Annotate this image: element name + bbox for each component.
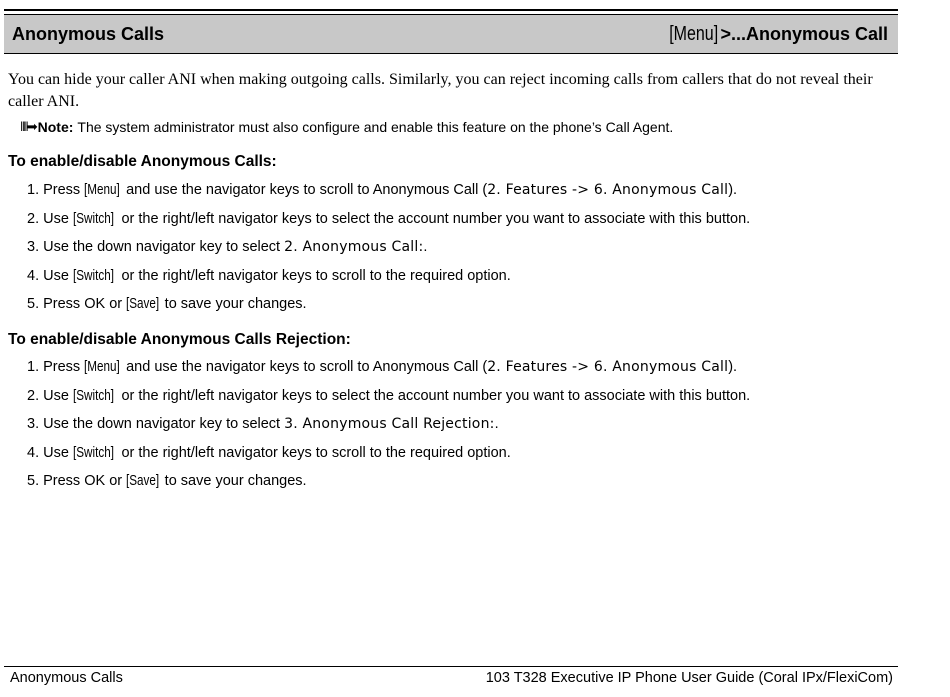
step-text: or the right/left navigator keys to scroll to the required option. xyxy=(117,444,511,461)
list-item xyxy=(27,267,750,296)
list-item xyxy=(27,210,750,239)
steps-list-anonymous-calls xyxy=(27,181,750,324)
list-item xyxy=(27,181,750,210)
menu-path-text: 3. Anonymous Call Rejection: xyxy=(284,416,495,432)
step-text: to save your changes. xyxy=(160,473,307,489)
top-rule xyxy=(4,9,898,11)
page-title: Anonymous Calls xyxy=(12,23,165,44)
list-item xyxy=(27,387,750,416)
menu-path-text: 2. Features -> 6. Anonymous Call xyxy=(487,182,729,198)
list-item xyxy=(27,472,750,501)
list-item xyxy=(27,358,750,387)
menu-path xyxy=(657,23,888,46)
intro-paragraph: You can hide your caller ANI when making outgoing calls. Similarly, you can reject incoming calls from callers that do not reveal their caller ANI. xyxy=(8,71,873,110)
step-text: or the right/left navigator keys to select the account number you want to associate with this button. xyxy=(117,210,751,227)
step-text: ). xyxy=(728,182,738,198)
list-item xyxy=(27,415,750,444)
list-item xyxy=(27,238,750,267)
footer-section-title: Anonymous Calls xyxy=(10,670,123,686)
menu-path-rest: >...Anonymous Call xyxy=(720,23,888,44)
step-text: . xyxy=(494,416,499,432)
key-label: [Switch] xyxy=(72,209,114,227)
step-text: 3. Use the down navigator key to select xyxy=(27,239,285,255)
key-label: [Switch] xyxy=(72,386,114,404)
menu-path-text: 2. Anonymous Call: xyxy=(284,239,424,255)
key-label: [Save] xyxy=(126,472,160,489)
menu-path-key: [Menu] xyxy=(669,22,719,45)
note-text: The system administrator must also configure and enable this feature on the phone’s Call Agent. xyxy=(77,119,674,135)
step-text: 2. Use xyxy=(27,210,73,227)
menu-path-text: 2. Features -> 6. Anonymous Call xyxy=(487,359,729,375)
steps-list-anonymous-calls-rejection xyxy=(27,358,750,501)
section-heading-anonymous-calls: To enable/disable Anonymous Calls: xyxy=(8,153,277,170)
step-text: or the right/left navigator keys to scroll to the required option. xyxy=(117,267,511,284)
key-label: [Menu] xyxy=(84,181,120,198)
list-item xyxy=(27,444,750,473)
step-text: and use the navigator keys to scroll to Anonymous Call ( xyxy=(122,359,488,375)
step-text: or the right/left navigator keys to select the account number you want to associate with this button. xyxy=(117,387,751,404)
step-text: 1. Press xyxy=(27,359,85,375)
step-text: 3. Use the down navigator key to select xyxy=(27,416,285,432)
page-number: 103 xyxy=(485,670,510,686)
step-text: 5. Press OK or xyxy=(27,473,127,489)
note-label: Note: xyxy=(37,119,74,135)
key-label: [Switch] xyxy=(72,266,114,284)
step-text: and use the navigator keys to scroll to Anonymous Call ( xyxy=(122,182,488,198)
step-text: 4. Use xyxy=(27,267,73,284)
step-text: 5. Press OK or xyxy=(27,296,127,312)
key-label: [Save] xyxy=(126,295,160,312)
document-title: T328 Executive IP Phone User Guide (Coral IPx/FlexiCom) xyxy=(513,670,893,686)
footer-page-info xyxy=(486,670,893,686)
step-text: to save your changes. xyxy=(160,296,307,312)
footer-rule xyxy=(4,666,898,667)
page-header xyxy=(4,14,898,54)
step-text: 4. Use xyxy=(27,444,73,461)
key-label: [Menu] xyxy=(84,358,120,375)
step-text: 1. Press xyxy=(27,182,85,198)
section-heading-anonymous-calls-rejection: To enable/disable Anonymous Calls Rejection: xyxy=(8,331,351,348)
step-text: 2. Use xyxy=(27,387,73,404)
step-text: . xyxy=(423,239,428,255)
arrow-note-icon: ‖‖➡ xyxy=(20,119,36,134)
key-label: [Switch] xyxy=(72,443,114,461)
step-text: ). xyxy=(728,359,738,375)
list-item xyxy=(27,295,750,324)
note xyxy=(20,119,673,135)
